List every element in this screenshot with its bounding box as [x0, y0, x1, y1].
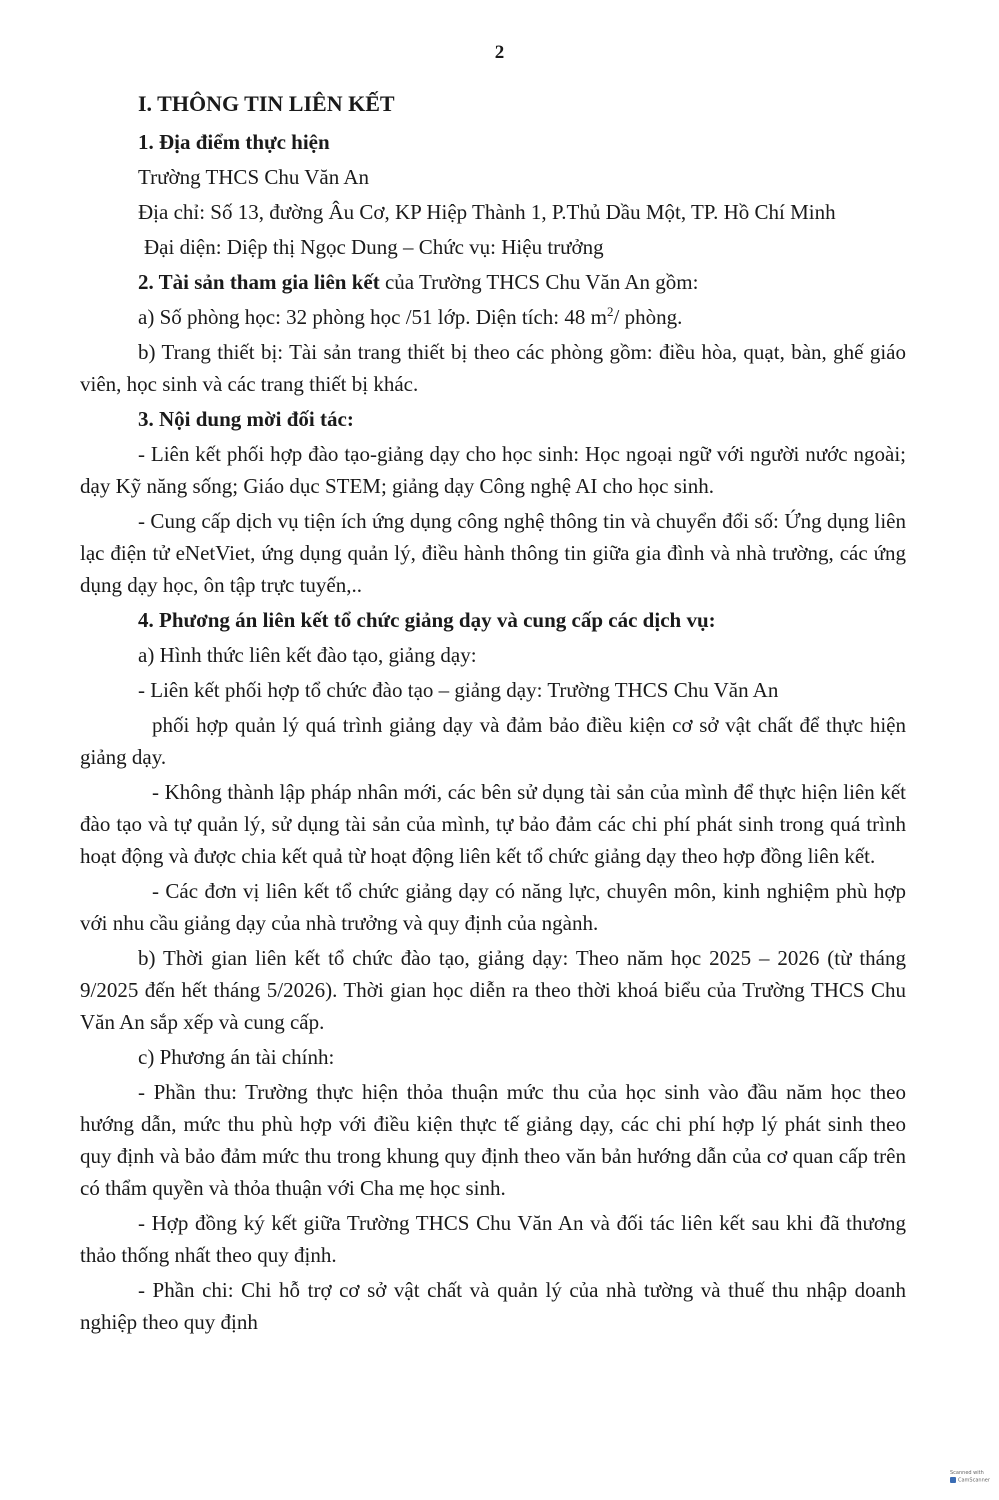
section-title: I. THÔNG TIN LIÊN KẾT: [138, 91, 395, 116]
item4-a-paragraph-3: - Các đơn vị liên kết tổ chức giảng dạy có năng lực, chuyên môn, kinh nghiệm phù hợp với nhu cầu giảng dạy của nhà trưởng và quy định của ngành.: [80, 879, 906, 935]
item3-paragraph-2: - Cung cấp dịch vụ tiện ích ứng dụng công nghệ thông tin và chuyển đổi số: Ứng dụng liên lạc điện tử eNetViet, ứng dụng quản lý, điều hành thông tin giữa gia đình và nhà trường, các ứng dụng dạy học, ôn tập trực tuyến,..: [80, 509, 906, 597]
item1-heading: 1. Địa điểm thực hiện: [138, 130, 330, 154]
school-address: Địa chỉ: Số 13, đường Âu Cơ, KP Hiệp Thành 1, P.Thủ Dầu Một, TP. Hồ Chí Minh: [138, 200, 836, 224]
scanner-watermark-brand: CamScanner: [958, 1477, 990, 1484]
item4-c-paragraph-3: - Phần chi: Chi hỗ trợ cơ sở vật chất và quản lý của nhà tường và thuế thu nhập doanh nghiệp theo quy định: [80, 1278, 906, 1334]
item4-a-heading: a) Hình thức liên kết đào tạo, giảng dạy:: [138, 643, 477, 667]
scanner-watermark-line2: [950, 1477, 990, 1485]
item3-paragraph-1: - Liên kết phối hợp đào tạo-giảng dạy cho học sinh: Học ngoại ngữ với người nước ngoài; dạy Kỹ năng sống; Giáo dục STEM; giảng dạy Công nghệ AI cho học sinh.: [80, 442, 906, 498]
item3-heading: 3. Nội dung mời đối tác:: [138, 407, 354, 431]
item4-heading: 4. Phương án liên kết tổ chức giảng dạy và cung cấp các dịch vụ:: [138, 608, 716, 632]
scanner-watermark: [950, 1470, 990, 1492]
school-name: Trường THCS Chu Văn An: [138, 165, 369, 189]
page-number: 2: [494, 42, 505, 63]
area-unit-superscript: 2: [606, 304, 614, 319]
item2-rooms: [80, 301, 906, 333]
item4-a-paragraph-2: - Không thành lập pháp nhân mới, các bên sử dụng tài sản của mình để thực hiện liên kết đào tạo và tự quản lý, sử dụng tài sản của mình, tự bảo đảm các chi phí phát sinh trong quá trình hoạt động và được chia kết quả từ hoạt động liên kết tổ chức giảng dạy theo hợp đồng liên kết.: [80, 780, 906, 868]
document-body: [80, 88, 906, 1338]
rooms-text-end: / phòng.: [613, 305, 683, 329]
item2-heading: [80, 266, 906, 298]
item2-equipment: b) Trang thiết bị: Tài sản trang thiết bị theo các phòng gồm: điều hòa, quạt, bàn, ghế giáo viên, học sinh và các trang thiết bị khác.: [80, 340, 906, 396]
item2-heading-rest: của Trường THCS Chu Văn An gồm:: [379, 270, 699, 294]
item4-c-heading: c) Phương án tài chính:: [138, 1045, 335, 1069]
rooms-text: a) Số phòng học: 32 phòng học /51 lớp. Diện tích: 48 m: [138, 305, 607, 329]
scanner-watermark-line1: Scanned with: [950, 1470, 984, 1476]
school-representative: Đại diện: Diệp thị Ngọc Dung – Chức vụ: Hiệu trưởng: [144, 235, 604, 259]
item2-heading-bold: 2. Tài sản tham gia liên kết: [138, 270, 380, 294]
item4-c-paragraph-2: - Hợp đồng ký kết giữa Trường THCS Chu Văn An và đối tác liên kết sau khi đã thương thảo thống nhất theo quy định.: [80, 1211, 906, 1267]
item4-a-paragraph-1-line2: phối hợp quản lý quá trình giảng dạy và đảm bảo điều kiện cơ sở vật chất để thực hiện giảng dạy.: [80, 713, 906, 769]
item4-b-paragraph: b) Thời gian liên kết tổ chức đào tạo, giảng dạy: Theo năm học 2025 – 2026 (từ tháng 9/2025 đến hết tháng 5/2026). Thời gian học diễn ra theo thời khoá biểu của Trường THCS Chu Văn An sắp xếp và cung cấp.: [80, 946, 906, 1034]
item4-c-paragraph-1: - Phần thu: Trường thực hiện thỏa thuận mức thu của học sinh vào đầu năm học theo hướng dẫn, mức thu phù hợp với điều kiện thực tế giảng dạy, các chi phí hợp lý phát sinh theo quy định và bảo đảm mức thu trong khung quy định theo văn bản hướng dẫn của cơ quan cấp trên có thẩm quyền và thỏa thuận với Cha mẹ học sinh.: [80, 1080, 906, 1200]
item4-a-paragraph-1-line1: - Liên kết phối hợp tổ chức đào tạo – giảng dạy: Trường THCS Chu Văn An: [138, 678, 779, 702]
camscanner-logo-icon: [950, 1477, 956, 1483]
